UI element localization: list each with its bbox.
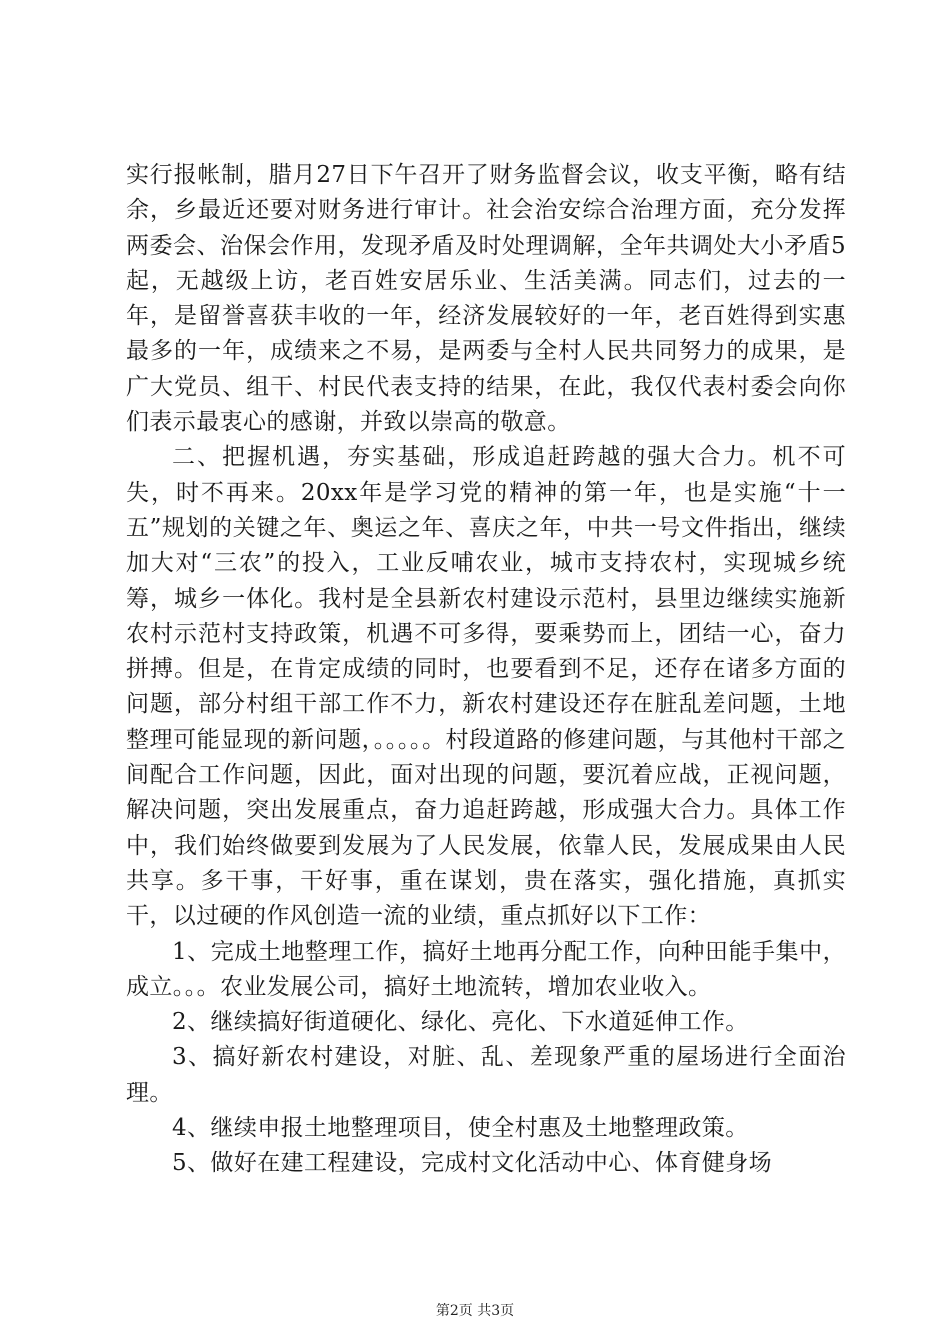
list-item-3: 3、搞好新农村建设，对脏、乱、差现象严重的屋场进行全面治理。 <box>126 1044 846 1106</box>
paragraph-section-two: 二、把握机遇，夯实基础，形成追赶跨越的强大合力。机不可失，时不再来。20xx年是学习党的精神的第一年，也是实施“十一五”规划的关键之年、奥运之年、喜庆之年，中共一号文件指出，继续加大对“三农”的投入，工业反哺农业，城市支持农村，实现城乡统筹，城乡一体化。我村是全县新农村建设示范村，县里边继续实施新农村示范村支持政策，机遇不可多得，要乘势而上，团结一心，奋力拼搏。但是，在肯定成绩的同时，也要看到不足，还存在诸多方面的问题，部分村组干部工作不力，新农村建设还存在脏乱差问题，土地整理可能显现的新问题，。。。。。村段道路的修建问题，与其他村干部之间配合工作问题，因此，面对出现的问题，要沉着应战，正视问题，解决问题，突出发展重点，奋力追赶跨越，形成强大合力。具体工作中，我们始终做要到发展为了人民发展，依靠人民，发展成果由人民共享。多干事，干好事，重在谋划，贵在落实，强化措施，真抓实干，以过硬的作风创造一流的业绩，重点抓好以下工作： <box>126 444 846 930</box>
list-item-5: 5、做好在建工程建设，完成村文化活动中心、体育健身场 <box>172 1150 773 1177</box>
document-body <box>126 158 846 1182</box>
paragraph-continued: 实行报帐制，腊月27日下午召开了财务监督会议，收支平衡，略有结余，乡最近还要对财务进行审计。社会治安综合治理方面，充分发挥两委会、治保会作用，发现矛盾及时处理调解，全年共调处大小矛盾5起，无越级上访，老百姓安居乐业、生活美满。同志们，过去的一年，是留誉喜获丰收的一年，经济发展较好的一年，老百姓得到实惠最多的一年，成绩来之不易，是两委与全村人民共同努力的成果，是广大党员、组干、村民代表支持的结果，在此，我仅代表村委会向你们表示最衷心的感谢，并致以崇高的敬意。 <box>126 162 846 436</box>
list-item-2: 2、继续搞好街道硬化、绿化、亮化、下水道延伸工作。 <box>172 1009 749 1036</box>
list-item-4: 4、继续申报土地整理项目，使全村惠及土地整理政策。 <box>172 1115 749 1142</box>
page-footer: 第2页 共3页 <box>435 1303 515 1319</box>
list-item-1: 1、完成土地整理工作，搞好土地再分配工作，向种田能手集中，成立。。。农业发展公司，搞好土地流转，增加农业收入。 <box>126 938 846 1000</box>
